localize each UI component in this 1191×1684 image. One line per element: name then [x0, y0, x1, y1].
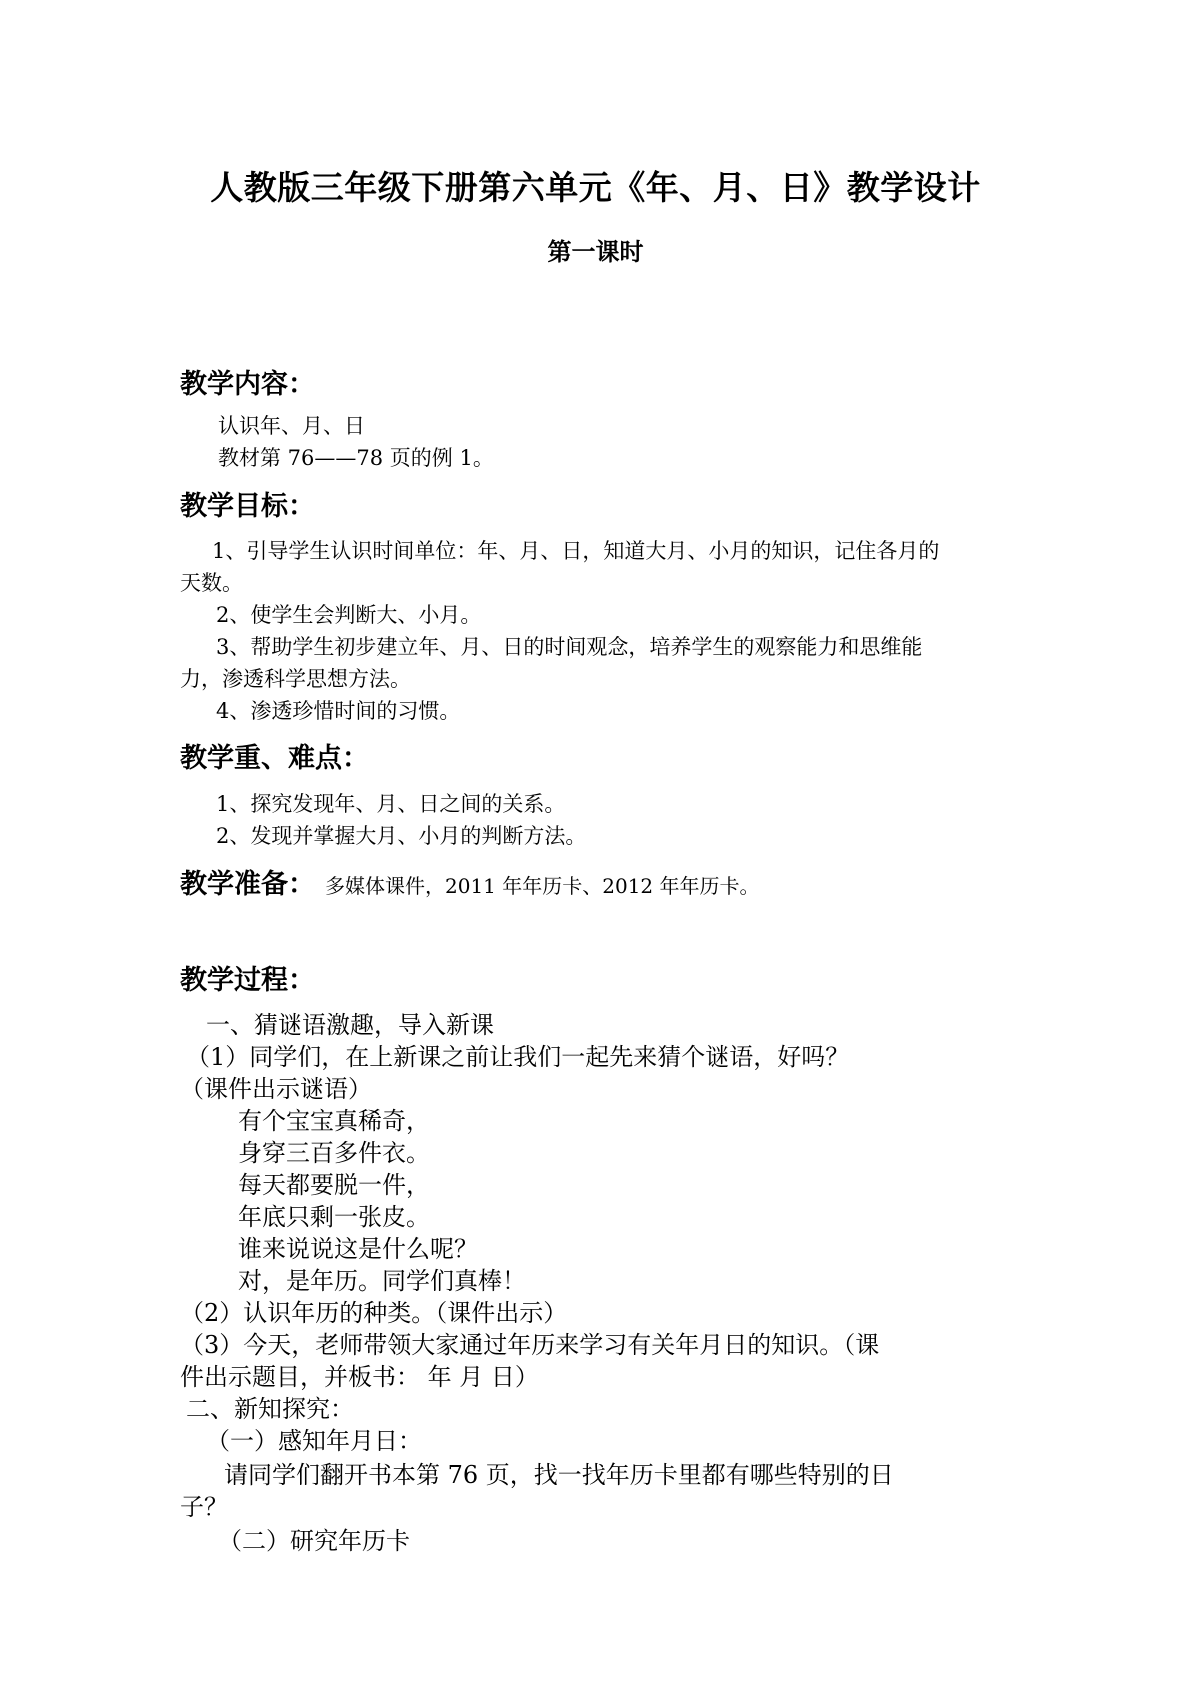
goals-line: 力，渗透科学思想方法。	[180, 667, 411, 691]
riddle-line: 身穿三百多件衣。	[238, 1139, 430, 1167]
process-line: 子？	[180, 1493, 228, 1521]
process-line: 请同学们翻开书本第 76 页，找一找年历卡里都有哪些特别的日	[224, 1461, 894, 1489]
keypoints-line: 1、探究发现年、月、日之间的关系。	[216, 792, 566, 816]
goals-line: 2、使学生会判断大、小月。	[216, 603, 482, 627]
riddle-line: 年底只剩一张皮。	[238, 1203, 430, 1231]
section-heading-goals: 教学目标：	[180, 491, 315, 522]
goals-line: 1、引导学生认识时间单位：年、月、日，知道大月、小月的知识，记住各月的	[212, 539, 940, 563]
process-line: 二、新知探究：	[186, 1395, 354, 1423]
section-heading-process: 教学过程：	[180, 965, 315, 996]
document-subtitle: 第一课时	[547, 238, 644, 266]
riddle-line: 有个宝宝真稀奇，	[238, 1107, 430, 1135]
content-line: 认识年、月、日	[218, 414, 365, 438]
riddle-line: 每天都要脱一件，	[238, 1171, 430, 1199]
section-heading-content: 教学内容：	[180, 369, 315, 400]
section-heading-keypoints: 教学重、难点：	[180, 743, 369, 774]
prep-text: 多媒体课件，2011 年年历卡、2012 年年历卡。	[325, 874, 760, 898]
goals-line: 4、渗透珍惜时间的习惯。	[216, 699, 461, 723]
process-line: （一）感知年月日：	[206, 1427, 422, 1455]
process-line: （课件出示谜语）	[180, 1075, 372, 1103]
process-line: 一、猜谜语激趣，导入新课	[206, 1011, 494, 1039]
process-line: （二）研究年历卡	[218, 1527, 410, 1555]
goals-line: 3、帮助学生初步建立年、月、日的时间观念，培养学生的观察能力和思维能	[216, 635, 923, 659]
process-line: （1）同学们，在上新课之前让我们一起先来猜个谜语，好吗？	[186, 1043, 850, 1071]
riddle-line: 谁来说说这是什么呢？	[238, 1235, 478, 1263]
process-line: （3）今天，老师带领大家通过年历来学习有关年月日的知识。（课	[180, 1331, 880, 1359]
riddle-line: 对，是年历。同学们真棒！	[238, 1267, 526, 1295]
prep-heading: 教学准备：	[180, 869, 315, 900]
document-title: 人教版三年级下册第六单元《年、月、日》教学设计	[210, 168, 981, 207]
section-heading-prep	[180, 862, 760, 901]
process-line: （2）认识年历的种类。（课件出示）	[180, 1299, 568, 1327]
keypoints-line: 2、发现并掌握大月、小月的判断方法。	[216, 824, 587, 848]
process-line: 件出示题目，并板书： 年 月 日）	[180, 1363, 539, 1391]
content-line: 教材第 76——78 页的例 1。	[218, 446, 494, 470]
goals-line: 天数。	[180, 571, 243, 595]
